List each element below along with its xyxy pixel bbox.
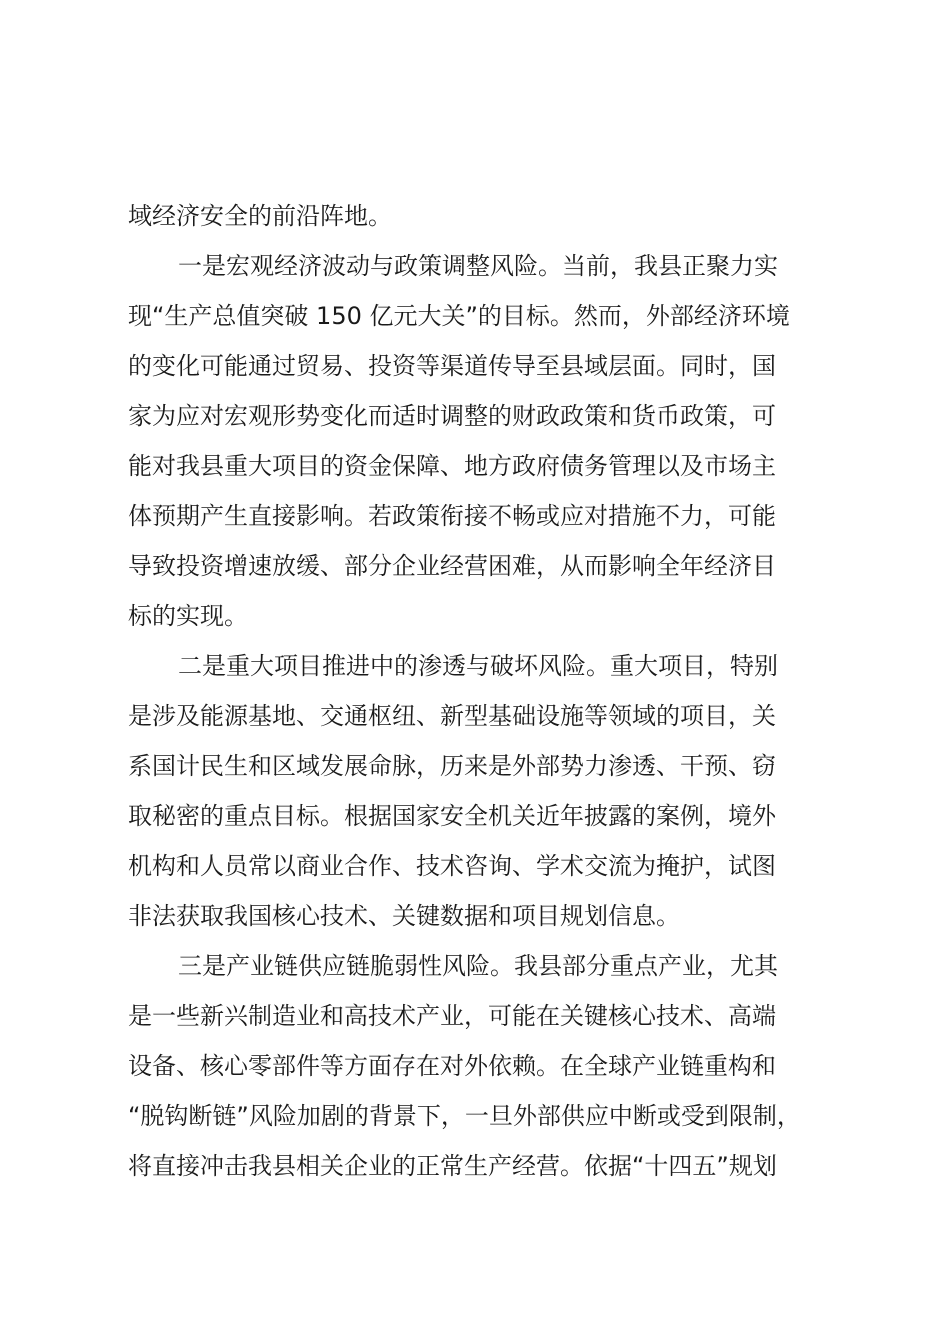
text-line: 域经济安全的前沿阵地。	[128, 202, 392, 230]
text-line: “脱钩断链”风险加剧的背景下，一旦外部供应中断或受到限制，	[128, 1102, 801, 1130]
text-line: 系国计民生和区域发展命脉，历来是外部势力渗透、干预、窃	[128, 752, 776, 780]
paragraph-start-line: 二是重大项目推进中的渗透与破坏风险。重大项目，特别	[178, 652, 778, 680]
text-line: 设备、核心零部件等方面存在对外依赖。在全球产业链重构和	[128, 1052, 776, 1080]
body-text	[128, 191, 828, 1191]
text-line: 能对我县重大项目的资金保障、地方政府债务管理以及市场主	[128, 452, 776, 480]
text-line: 标的实现。	[128, 602, 248, 630]
text-line: 非法获取我国核心技术、关键数据和项目规划信息。	[128, 902, 680, 930]
text-line: 现“生产总值突破 150 亿元大关”的目标。然而，外部经济环境	[128, 302, 790, 330]
text-line: 的变化可能通过贸易、投资等渠道传导至县域层面。同时，国	[128, 352, 776, 380]
text-line: 是涉及能源基地、交通枢纽、新型基础设施等领域的项目，关	[128, 702, 776, 730]
text-line: 家为应对宏观形势变化而适时调整的财政政策和货币政策，可	[128, 402, 776, 430]
text-line: 取秘密的重点目标。根据国家安全机关近年披露的案例，境外	[128, 802, 776, 830]
text-line: 是一些新兴制造业和高技术产业，可能在关键核心技术、高端	[128, 1002, 776, 1030]
text-line: 导致投资增速放缓、部分企业经营困难，从而影响全年经济目	[128, 552, 776, 580]
text-line: 体预期产生直接影响。若政策衔接不畅或应对措施不力，可能	[128, 502, 776, 530]
paragraph-start-line: 三是产业链供应链脆弱性风险。我县部分重点产业，尤其	[178, 952, 778, 980]
text-line: 将直接冲击我县相关企业的正常生产经营。依据“十四五”规划	[128, 1152, 777, 1180]
text-line: 机构和人员常以商业合作、技术咨询、学术交流为掩护，试图	[128, 852, 776, 880]
paragraph-start-line: 一是宏观经济波动与政策调整风险。当前，我县正聚力实	[178, 252, 778, 280]
